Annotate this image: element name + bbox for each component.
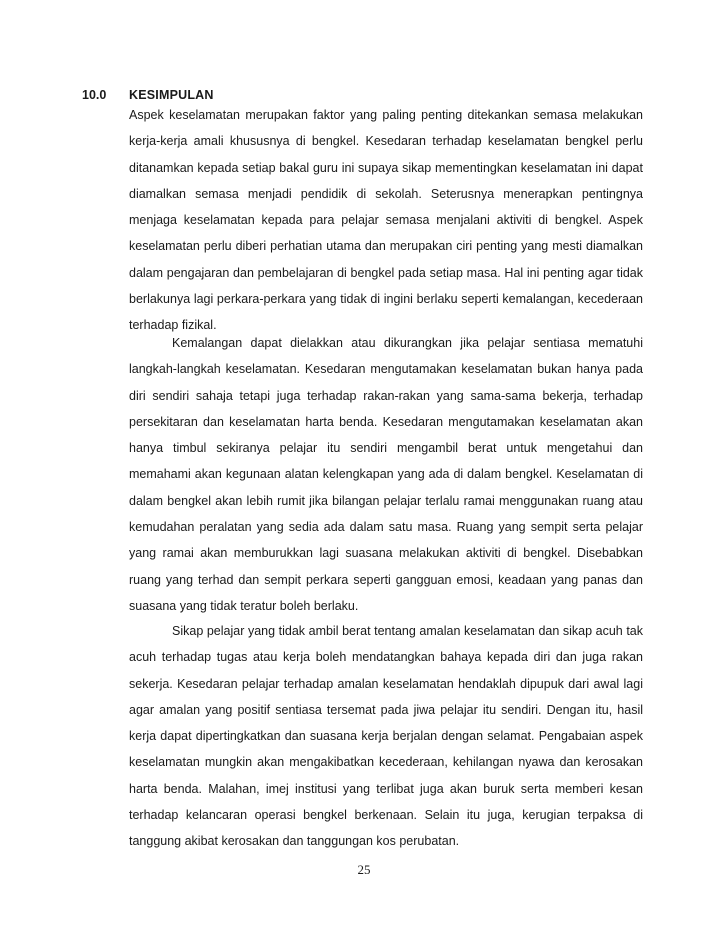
section-number: 10.0 — [82, 88, 107, 102]
paragraph-2: Kemalangan dapat dielakkan atau dikurangkan jika pelajar sentiasa mematuhi langkah-langkah keselamatan. Kesedaran mengutamakan keselamatan bukan hanya pada diri sendiri sahaja tetapi juga terhadap rakan-rakan yang sama-sama bekerja, terhadap persekitaran dan keselamatan harta benda. Kesedaran mengutamakan keselamatan akan hanya timbul sekiranya pelajar itu sendiri mengambil berat untuk mengetahui dan memahami akan kegunaan alatan kelengkapan yang ada di dalam bengkel. Keselamatan di dalam bengkel akan lebih rumit jika bilangan pelajar terlalu ramai menggunakan ruang atau kemudahan peralatan yang sedia ada dalam satu masa. Ruang yang sempit serta pelajar yang ramai akan memburukkan lagi suasana melakukan aktiviti di bengkel. Disebabkan ruang yang terhad dan sempit perkara seperti gangguan emosi, keadaan yang panas dan suasana yang tidak teratur boleh berlaku. — [129, 336, 643, 613]
paragraph-3: Sikap pelajar yang tidak ambil berat tentang amalan keselamatan dan sikap acuh tak acuh terhadap tugas atau kerja boleh mendatangkan bahaya kepada diri dan juga rakan sekerja. Kesedaran pelajar terhadap amalan keselamatan hendaklah dipupuk dari awal lagi agar amalan yang positif sentiasa tersemat pada jiwa pelajar itu sendiri. Dengan itu, hasil kerja dapat dipertingkatkan dan suasana kerja berjalan dengan selamat. Pengabaian aspek keselamatan mungkin akan mengakibatkan kecederaan, kehilangan nyawa dan kerosakan harta benda. Malahan, imej institusi yang terlibat juga akan buruk serta memberi kesan terhadap kelancaran operasi bengkel berkenaan. Selain itu juga, kerugian terpaksa di tanggung akibat kerosakan dan tanggungan kos perubatan. — [129, 624, 643, 849]
section-title: KESIMPULAN — [129, 88, 214, 102]
page-number: 25 — [357, 862, 371, 877]
paragraph-1: Aspek keselamatan merupakan faktor yang paling penting ditekankan semasa melakukan kerja-kerja amali khususnya di bengkel. Kesedaran terhadap keselamatan bengkel perlu ditanamkan kepada setiap bakal guru ini supaya sikap mementingkan keselamatan ini dapat diamalkan semasa menjadi pendidik di sekolah. Seterusnya menerapkan pentingnya menjaga keselamatan kepada para pelajar semasa menjalani aktiviti di bengkel. Aspek keselamatan perlu diberi perhatian utama dan merupakan ciri penting yang mesti diamalkan dalam pengajaran dan pembelajaran di bengkel pada setiap masa. Hal ini penting agar tidak berlakunya lagi perkara-perkara yang tidak di ingini berlaku seperti kemalangan, kecederaan terhadap fizikal. — [129, 108, 643, 333]
